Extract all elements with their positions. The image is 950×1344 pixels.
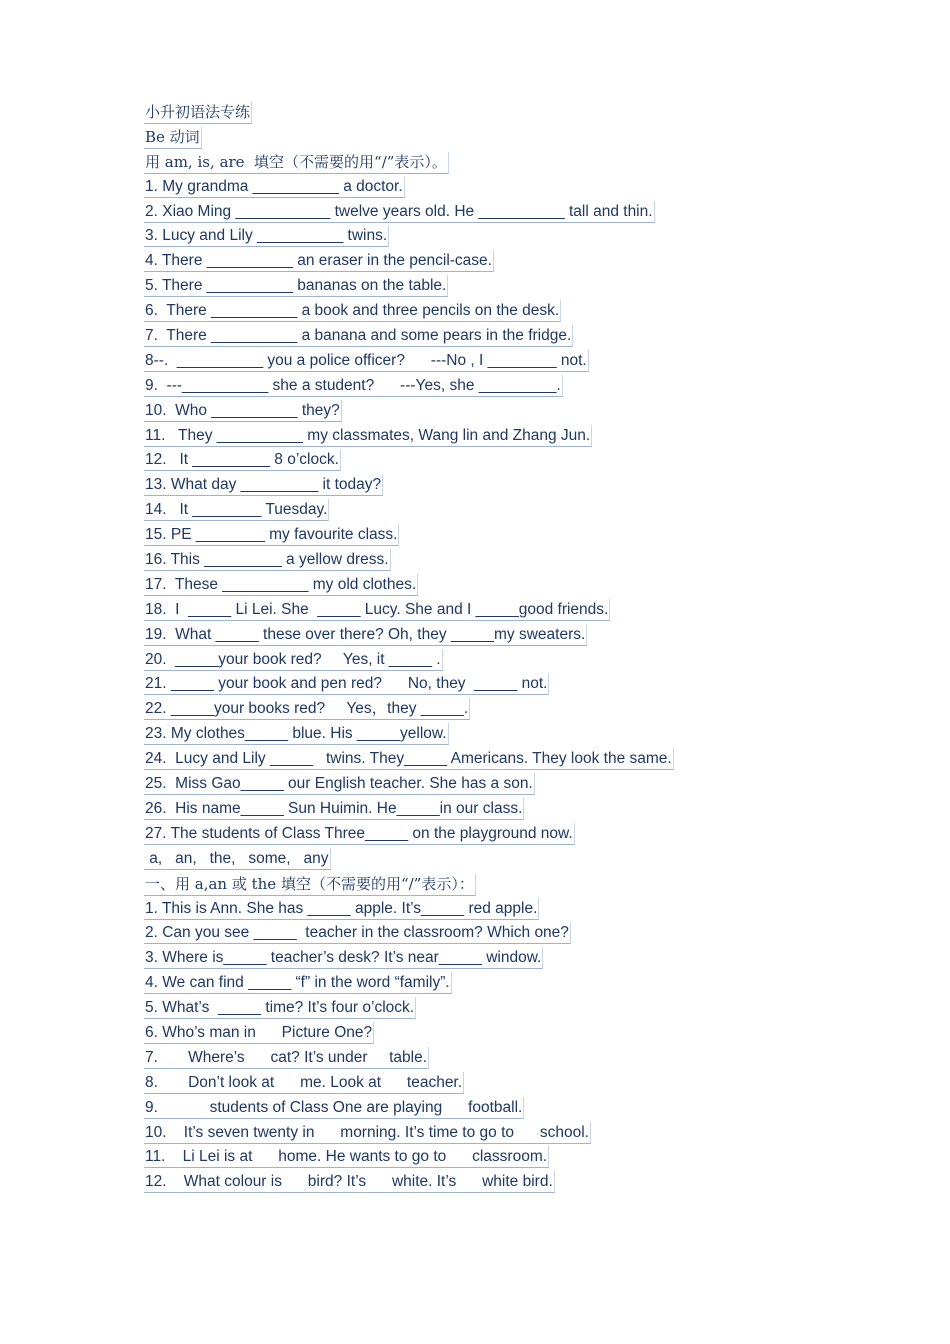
question-line: 7. There __________ a banana and some pears in the fridge. xyxy=(144,324,904,349)
question-line: 24. Lucy and Lily _____ twins. They_____ Americans. They look the same. xyxy=(144,747,904,772)
question-line: 18. I _____ Li Lei. She _____ Lucy. She and I _____good friends. xyxy=(144,598,904,623)
question-line: 5. What’s _____ time? It’s four o’clock. xyxy=(144,996,904,1021)
question-line: 17. These __________ my old clothes. xyxy=(144,573,904,598)
question-line: 22. _____your books red? Yes，they _____. xyxy=(144,697,904,722)
question-line: 8. Don’t look at me. Look at teacher. xyxy=(144,1071,904,1096)
question-line: 2. Xiao Ming ___________ twelve years old. He __________ tall and thin. xyxy=(144,200,904,225)
question-line: 12. It _________ 8 o’clock. xyxy=(144,448,904,473)
question-line: 25. Miss Gao_____ our English teacher. She has a son. xyxy=(144,772,904,797)
question-line: 12. What colour is bird? It’s white. It’s white bird. xyxy=(144,1170,904,1195)
section-heading-be-verbs: Be 动词 xyxy=(144,125,904,150)
question-line: 6. There __________ a book and three pencils on the desk. xyxy=(144,299,904,324)
question-line: 27. The students of Class Three_____ on the playground now. xyxy=(144,822,904,847)
question-line: 13. What day _________ it today? xyxy=(144,473,904,498)
worksheet-title: 小升初语法专练 xyxy=(144,100,904,125)
instruction-be-verbs: 用 am, is, are 填空（不需要的用“/”表示）。 xyxy=(144,150,904,175)
question-line: 3. Where is_____ teacher’s desk? It’s near_____ window. xyxy=(144,946,904,971)
question-line: 1. My grandma __________ a doctor. xyxy=(144,175,904,200)
instruction-articles: 一、用 a,an 或 the 填空（不需要的用“/”表示）： xyxy=(144,872,904,897)
question-line: 4. There __________ an eraser in the pencil-case. xyxy=(144,249,904,274)
question-line: 9. students of Class One are playing football. xyxy=(144,1096,904,1121)
question-line: 4. We can find _____ “f” in the word “family”. xyxy=(144,971,904,996)
question-line: 10. Who __________ they? xyxy=(144,399,904,424)
worksheet xyxy=(144,100,904,1195)
question-line: 7. Where’s cat? It’s under table. xyxy=(144,1046,904,1071)
question-line: 19. What _____ these over there? Oh, they _____my sweaters. xyxy=(144,623,904,648)
section-heading-articles: a, an, the, some, any xyxy=(144,847,904,872)
question-line: 8--. __________ you a police officer? ---No , I ________ not. xyxy=(144,349,904,374)
question-line: 16. This _________ a yellow dress. xyxy=(144,548,904,573)
question-line: 3. Lucy and Lily __________ twins. xyxy=(144,224,904,249)
question-line: 14. It ________ Tuesday. xyxy=(144,498,904,523)
question-line: 11. Li Lei is at home. He wants to go to classroom. xyxy=(144,1145,904,1170)
question-line: 26. His name_____ Sun Huimin. He_____in our class. xyxy=(144,797,904,822)
question-line: 9. ---__________ she a student? ---Yes, she _________. xyxy=(144,374,904,399)
question-line: 21. _____ your book and pen red? No, they _____ not. xyxy=(144,672,904,697)
question-line: 1. This is Ann. She has _____ apple. It’s_____ red apple. xyxy=(144,897,904,922)
question-line: 20. _____your book red? Yes, it _____ . xyxy=(144,648,904,673)
question-line: 5. There __________ bananas on the table. xyxy=(144,274,904,299)
question-line: 23. My clothes_____ blue. His _____yellow. xyxy=(144,722,904,747)
question-line: 15. PE ________ my favourite class. xyxy=(144,523,904,548)
question-line: 2. Can you see _____ teacher in the classroom? Which one? xyxy=(144,921,904,946)
question-line: 10. It’s seven twenty in morning. It’s time to go to school. xyxy=(144,1121,904,1146)
question-line: 6. Who’s man in Picture One? xyxy=(144,1021,904,1046)
question-line: 11. They __________ my classmates, Wang lin and Zhang Jun. xyxy=(144,424,904,449)
